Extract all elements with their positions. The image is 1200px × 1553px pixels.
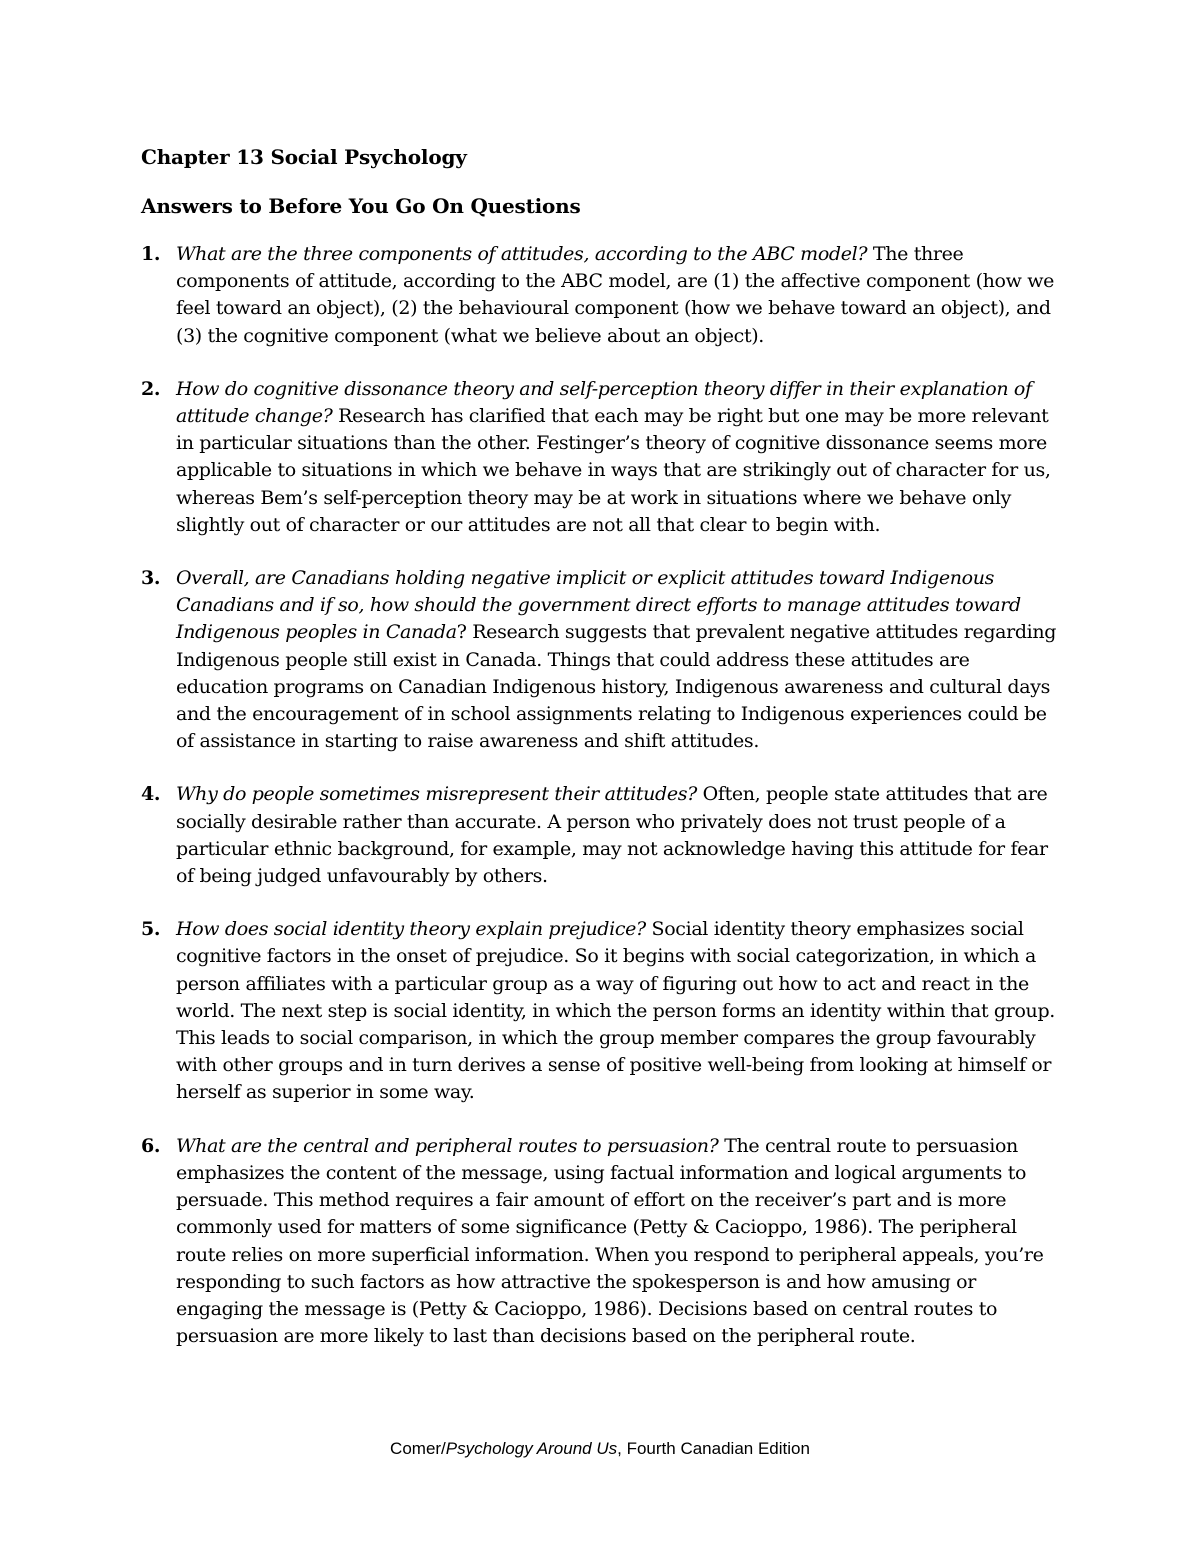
- question-number: 6.: [141, 1134, 161, 1157]
- question-number: 4.: [141, 783, 161, 806]
- footer-author: Comer/: [390, 1439, 446, 1458]
- footer-edition: , Fourth Canadian Edition: [617, 1439, 810, 1458]
- section-title: Answers to Before You Go On Questions: [141, 194, 581, 218]
- answer-text: ? Research suggests that prevalent negative attitudes regarding Indigenous people still exist in Canada. Things that could address these attitudes are education programs on Canadian Indigenous history, Indigenous awareness and cultural days and the encouragement of in school assignments relating to Indigenous experiences could be of assistance in starting to raise awareness and shift attitudes.: [176, 621, 1057, 753]
- question-number: 5.: [141, 918, 161, 941]
- question-number: 3.: [141, 567, 161, 590]
- answer-text: The three components of attitude, according to the ABC model, are (1) the affective component (how we feel toward an object), (2) the behavioural component (how we behave toward an object), and (3) the cognitive component (what we believe about an object).: [176, 243, 1055, 347]
- footer-book-title: Psychology Around Us: [445, 1439, 618, 1458]
- qa-item-4: [141, 781, 1061, 890]
- chapter-title: Chapter 13 Social Psychology: [141, 145, 467, 169]
- page-content: [141, 144, 1061, 1376]
- answer-text: Often, people state attitudes that are socially desirable rather than accurate. A person who privately does not trust people of a particular ethnic background, for example, may not acknowledge having this attitude for fear of being judged unfavourably by others.: [176, 783, 1048, 888]
- question-text: What are the central and peripheral routes to persuasion?: [176, 1134, 719, 1157]
- qa-item-6: [141, 1133, 1061, 1351]
- question-text: Overall, are Canadians holding negative implicit or explicit attitudes toward Indigenous Canadians and if so, how should the government direct efforts to manage attitudes toward Indigenous peoples in Canada: [176, 567, 1021, 644]
- question-number: 2.: [141, 377, 161, 400]
- answer-text: Research has clarified that each may be right but one may be more relevant in particular situations than the other. Festinger’s theory of cognitive dissonance seems more applicable to situations in which we behave in ways that are strikingly out of character for us, whereas Bem’s self-perception theory may be at work in situations where we behave only slightly out of character or our attitudes are not all that clear to begin with.: [176, 405, 1051, 536]
- question-text: Why do people sometimes misrepresent their attitudes?: [176, 783, 697, 806]
- question-number: 1.: [141, 243, 161, 265]
- answer-text: The central route to persuasion emphasizes the content of the message, using factual information and logical arguments to persuade. This method requires a fair amount of effort on the receiver’s part and is more commonly used for matters of some significance (Petty & Cacioppo, 1986). The peripheral route relies on more superficial information. When you respond to peripheral appeals, you’re responding to such factors as how attractive the spokesperson is and how amusing or engaging the message is (Petty & Cacioppo, 1986). Decisions based on central routes to persuasion are more likely to last than decisions based on the peripheral route.: [176, 1134, 1044, 1348]
- question-text: How do cognitive dissonance theory and self-perception theory differ in their explanation of attitude change?: [176, 377, 1032, 428]
- page-footer: [0, 1438, 1200, 1460]
- qa-item-2: [141, 376, 1061, 539]
- qa-item-3: [141, 565, 1061, 755]
- question-text: What are the three components of attitudes, according to the ABC model?: [176, 243, 868, 265]
- qa-list: [141, 241, 1061, 1350]
- answer-text: Social identity theory emphasizes social cognitive factors in the onset of prejudice. So it begins with social categorization, in which a person affiliates with a particular group as a way of figuring out how to act and react in the world. The next step is social identity, in which the person forms an identity within that group. This leads to social comparison, in which the group member compares the group favourably with other groups and in turn derives a sense of positive well-being from looking at himself or herself as superior in some way.: [176, 918, 1055, 1104]
- qa-item-1: [141, 241, 1061, 350]
- question-text: How does social identity theory explain prejudice?: [176, 918, 646, 941]
- qa-item-5: [141, 916, 1061, 1106]
